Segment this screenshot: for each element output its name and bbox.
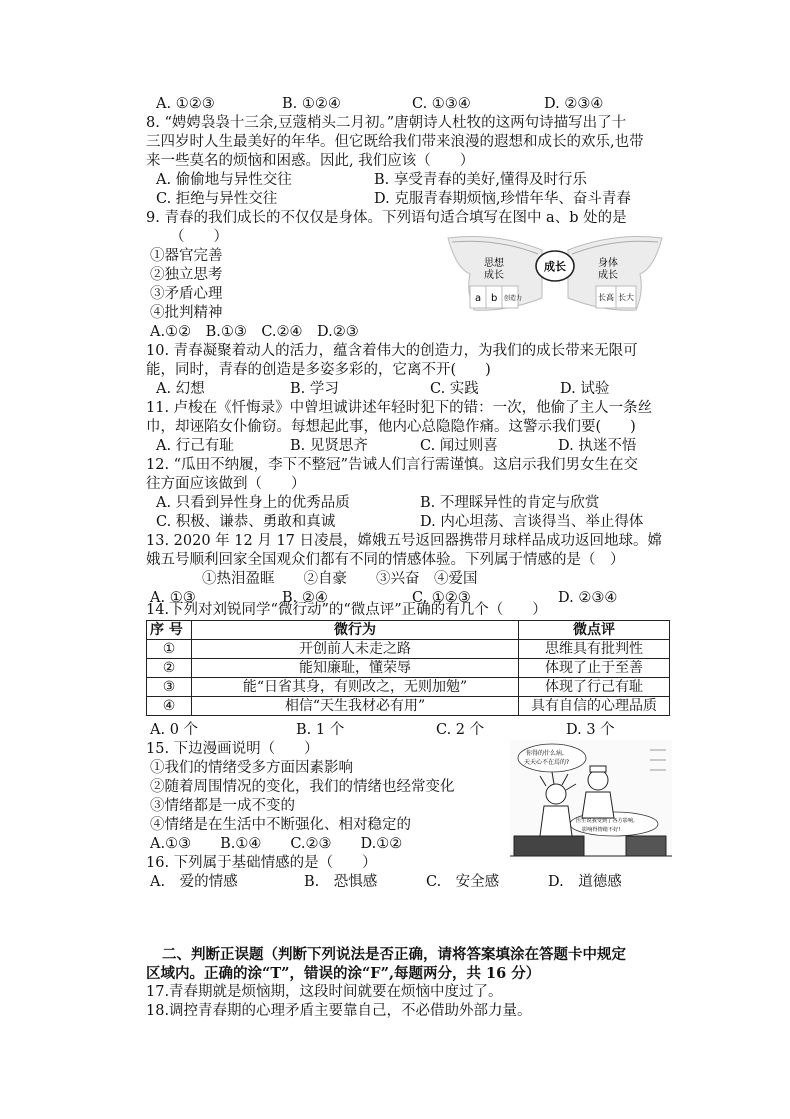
- q8-option-a: A. 偷偷地与异性交往: [156, 172, 292, 188]
- q14-row2-comment: 体现了止于至善: [519, 659, 670, 678]
- q9-item-1: ①器官完善: [150, 248, 223, 264]
- cartoon-bubble2-line2: 影响得情绪不好!: [582, 827, 621, 833]
- q14-row1-comment: 思维具有批判性: [519, 640, 670, 659]
- q14-option-c: C. 2 个: [436, 722, 485, 738]
- q10-stem-line2: 能，同时，青春的创造是多姿多彩的，它离不开( ): [146, 362, 491, 378]
- q18-statement: 18.调控青春期的心理矛盾主要靠自己，不必借助外部力量。: [146, 1003, 532, 1019]
- q14-table: [146, 620, 670, 716]
- table-row: [147, 659, 670, 678]
- q14-row4-action: 相信“天生我材必有用”: [192, 697, 519, 716]
- q13-option-d: D. ②③④: [558, 590, 618, 606]
- q14-row1-action: 开创前人未走之路: [192, 640, 519, 659]
- q13-option-c: C. ①②③: [412, 590, 471, 606]
- q12-stem-line2: 往方面应该做到（ ）: [146, 476, 306, 492]
- q10-option-a: A. 幻想: [156, 381, 205, 397]
- q9-options: A.①② B.①③ C.②④ D.②③: [150, 324, 359, 340]
- q15-item-1: ①我们的情绪受多方面因素影响: [150, 760, 353, 776]
- q7-option-c: C. ①③④: [412, 96, 471, 112]
- q13-stem-line2: 娥五号顺利回家全国观众们都有不同的情感体验。下列属于情感的是（ ）: [146, 552, 625, 568]
- q14-table-header: [147, 621, 670, 640]
- q15-stem: 15. 下边漫画说明（ ）: [146, 741, 319, 757]
- figure-left-vertical-2: 成长: [484, 270, 504, 281]
- q15-item-2: ②随着周围情况的变化，我们的情绪也经常变化: [150, 779, 455, 795]
- q14-stem: 14.下列对刘锐同学“微行动”的“微点评”正确的有几个（ ）: [146, 602, 547, 618]
- figure-box-grow-up: 长大: [618, 293, 634, 302]
- q8-stem-line3: 来一些莫名的烦恼和困惑。因此, 我们应该（ ）: [146, 153, 475, 169]
- figure-box-grow-tall: 长高: [598, 293, 614, 302]
- figure-right-vertical-2: 成长: [598, 270, 618, 281]
- q14-row4-index: ④: [147, 697, 192, 716]
- q12-option-c: C. 积极、谦恭、勇敢和真诚: [156, 514, 336, 530]
- q9-stem-line1: 9. 青春的我们成长的不仅仅是身体。下列语句适合填写在图中 a、b 处的是: [146, 210, 627, 226]
- q15-item-3: ③情绪都是一成不变的: [150, 798, 295, 814]
- q7-option-b: B. ①②④: [282, 96, 341, 112]
- q8-stem-line1: 8. “娉娉袅袅十三余,豆蔻梢头二月初。”唐朝诗人杜牧的这两句诗描写出了十: [146, 115, 627, 131]
- figure-box-a: a: [475, 293, 482, 304]
- figure-right-vertical-1: 身体: [598, 258, 618, 269]
- figure-left-vertical-1: 思想: [484, 258, 504, 269]
- q11-stem-line1: 11. 卢梭在《忏悔录》中曾坦诚讲述年轻时犯下的错：一次，他偷了主人一条丝: [146, 400, 653, 416]
- section2-title-line1: 二、判断正误题（判断下列说法是否正确，请将答案填涂在答题卡中规定: [162, 946, 626, 963]
- q14-row2-index: ②: [147, 659, 192, 678]
- q16-option-c: C. 安全感: [426, 874, 500, 890]
- doctor-patient-cartoon: [510, 740, 672, 860]
- q10-option-d: D. 试验: [560, 381, 610, 397]
- q15-options: A.①③ B.①④ C.②③ D.①②: [150, 836, 403, 852]
- q14-row3-comment: 体现了行己有耻: [519, 678, 670, 697]
- q14-row3-action: 能“日省其身，有则改之，无则加勉”: [192, 678, 519, 697]
- q14-header-action: 微行为: [192, 621, 519, 640]
- figure-center-label: 成长: [544, 260, 566, 273]
- q14-row4-comment: 具有自信的心理品质: [519, 697, 670, 716]
- q8-option-d: D. 克服青春期烦恼,珍惜年华、奋斗青春: [374, 191, 631, 207]
- q11-option-d: D. 执迷不悟: [558, 438, 637, 454]
- q14-option-d: D. 3 个: [566, 722, 615, 738]
- q8-option-b: B. 享受青春的美好,懂得及时行乐: [374, 172, 587, 188]
- q16-stem: 16. 下列属于基础情感的是（ ）: [146, 855, 377, 871]
- q9-item-2: ②独立思考: [150, 267, 223, 283]
- q14-row2-action: 能知廉耻，懂荣辱: [192, 659, 519, 678]
- table-row: [147, 678, 670, 697]
- q7-option-a: A. ①②③: [156, 96, 215, 112]
- section2-title-line2: 区域内。正确的涂“T”，错误的涂“F”,每题两分，共 16 分）: [146, 965, 541, 982]
- q16-option-d: D. 道德感: [548, 874, 622, 890]
- q14-row1-index: ①: [147, 640, 192, 659]
- q14-header-index: 序 号: [147, 621, 192, 640]
- figure-box-b: b: [491, 293, 498, 304]
- q10-stem-line1: 10. 青春凝聚着动人的活力，蕴含着伟大的创造力，为我们的成长带来无限可: [146, 343, 638, 359]
- q16-option-a: A. 爱的情感: [150, 874, 238, 890]
- q13-option-b: B. ②④: [282, 590, 328, 606]
- figure-box-creativity: 创造力: [504, 295, 523, 302]
- growth-wings-figure: [446, 232, 664, 316]
- table-row: [147, 697, 670, 716]
- q9-item-4: ④批判精神: [150, 305, 223, 321]
- q14-row3-index: ③: [147, 678, 192, 697]
- q11-option-c: C. 闻过则喜: [420, 438, 498, 454]
- q12-option-b: B. 不理睬异性的肯定与欣赏: [420, 495, 600, 511]
- q17-statement: 17.青春期就是烦恼期，这段时间就要在烦恼中度过了。: [146, 984, 503, 1000]
- q13-stem-line1: 13. 2020 年 12 月 17 日凌晨，嫦娥五号返回器携带月球样品成功返回地球。嫦: [146, 533, 663, 549]
- q7-option-d: D. ②③④: [544, 96, 604, 112]
- q10-option-c: C. 实践: [430, 381, 479, 397]
- q12-stem-line1: 12. “瓜田不纳履，李下不整冠”告诫人们言行需谨慎。这启示我们男女生在交: [146, 457, 638, 473]
- q8-stem-line2: 三四岁时人生最美好的年华。但它既给我们带来浪漫的遐想和成长的欢乐,也带: [146, 134, 644, 150]
- q11-stem-line2: 巾，却诬陷女仆偷窃。每想起此事，他内心总隐隐作痛。这警示我们要( ): [146, 419, 636, 435]
- q8-option-c: C. 拒绝与异性交往: [156, 191, 278, 207]
- q13-option-a: A. ①③: [150, 590, 196, 606]
- q15-item-4: ④情绪是在生活中不断强化、相对稳定的: [150, 817, 411, 833]
- q11-option-b: B. 见贤思齐: [290, 438, 368, 454]
- q11-option-a: A. 行己有耻: [156, 438, 234, 454]
- q16-option-b: B. 恐惧感: [304, 874, 378, 890]
- q9-stem-line2: （ ）: [170, 229, 228, 245]
- table-row: [147, 640, 670, 659]
- q14-option-a: A. 0 个: [150, 722, 199, 738]
- cartoon-bubble1-line1: 你得的什么病,: [526, 750, 564, 757]
- q13-items: ①热泪盈眶 ②自豪 ③兴奋 ④爱国: [202, 571, 478, 587]
- q14-header-comment: 微点评: [519, 621, 670, 640]
- cartoon-bubble1-line2: 天天心不在焉的?: [524, 759, 570, 766]
- q9-item-3: ③矛盾心理: [150, 286, 223, 302]
- q10-option-b: B. 学习: [290, 381, 339, 397]
- q12-option-a: A. 只看到异性身上的优秀品质: [156, 495, 350, 511]
- q12-option-d: D. 内心坦荡、言谈得当、举止得体: [420, 514, 644, 530]
- q14-option-b: B. 1 个: [296, 722, 345, 738]
- cartoon-bubble2-line1: 医生说我受到了各方影响,: [576, 818, 635, 824]
